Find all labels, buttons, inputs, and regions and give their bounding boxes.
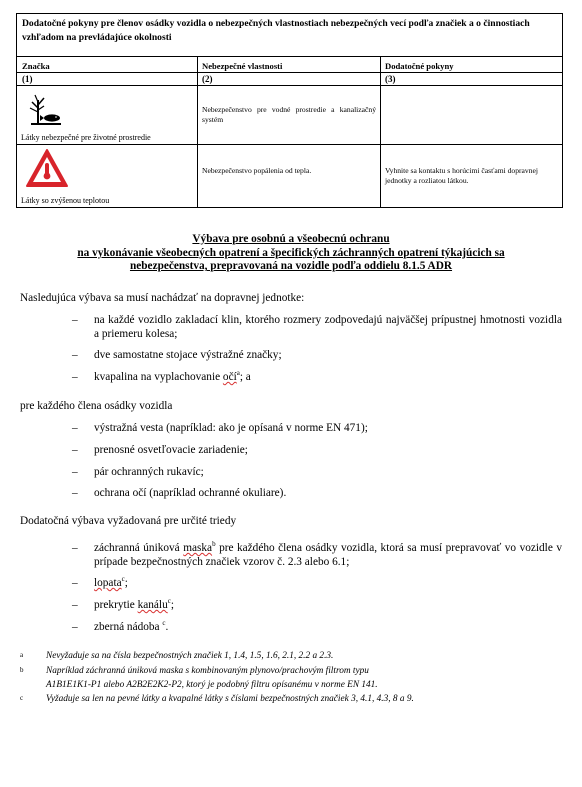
list-item: [72, 486, 287, 500]
footnote-text: Nevyžaduje sa na čísla bezpečnostných značiek 1, 1.4, 1.5, 1.6, 2.1, 2.2 a 2.3.: [46, 651, 334, 661]
table-header-row: [17, 57, 562, 73]
classes-intro: Dodatočná výbava vyžadovaná pre určité triedy: [20, 515, 237, 527]
list-item: [72, 443, 248, 457]
list-item: [72, 575, 128, 590]
list-item-text: ; a: [239, 371, 251, 383]
dash-marker: –: [72, 371, 78, 383]
heading-line: na vykonávanie všeobecných opatrení a špecifických záchranných opatrení týkajúcich sa: [77, 246, 505, 259]
hazard-instructions-table: [16, 13, 563, 208]
footnote-ref: c: [162, 619, 166, 628]
list-item-text: prekrytie: [94, 599, 138, 611]
list-item-text: pár ochranných rukavíc;: [94, 466, 204, 478]
sign-label: Látky nebezpečné pre životné prostredie: [21, 133, 151, 142]
list-item-text: na každé vozidlo zakladací klin, ktorého rozmery zodpovedajú najväčšej prípustnej hmotnosti vozidla a priemeru kolesa;: [94, 314, 562, 340]
list-item: [72, 421, 368, 435]
list-item-text: kvapalina na vyplachovanie: [94, 371, 223, 383]
footnote-text: Vyžaduje sa len na pevné látky a kvapalné látky s číslami bezpečnostných značiek 3, 4.1, 4.3, 8 a 9.: [46, 694, 414, 704]
footnote-ref: b: [212, 540, 216, 549]
table-number-row: [17, 73, 562, 86]
additional-instructions: Vyhnite sa kontaktu s horúcimi časťami dopravnej jednotky a rozliatou látkou.: [385, 166, 538, 185]
dash-marker: –: [72, 349, 78, 361]
crew-intro: pre každého člena osádky vozidla: [20, 400, 173, 412]
hazard-properties: Nebezpečenstvo popálenia od tepla.: [202, 166, 312, 175]
footnote-mark: a: [20, 651, 24, 659]
unit-intro: Nasledujúca výbava sa musí nachádzať na dopravnej jednotke:: [20, 292, 305, 304]
list-item-text: ochrana očí (napríklad ochranné okuliare).: [94, 487, 287, 499]
list-item-text: záchranná úniková: [94, 542, 184, 554]
footnote-ref: c: [121, 575, 125, 584]
header-sign: Značka: [22, 61, 50, 71]
footnote-text: Napríklad záchranná úniková maska s kombinovaným plynovo/prachovým filtrom typu: [46, 666, 369, 676]
list-item-text: ;: [124, 577, 128, 589]
dash-marker: –: [72, 422, 78, 434]
dash-marker: –: [72, 314, 78, 326]
section-heading: [20, 233, 562, 274]
table-row: [17, 145, 562, 207]
environmentally-hazardous-mark-icon: [26, 90, 66, 135]
list-item: [72, 348, 282, 362]
footnote-ref: c: [167, 597, 171, 606]
heading-line: nebezpečenstva, prepravovaná na vozidle podľa oddielu 8.1.5 ADR: [129, 260, 453, 272]
list-item: [72, 369, 251, 384]
list-item-text: ;: [170, 599, 174, 611]
dash-marker: –: [72, 444, 78, 456]
list-item-text: .: [165, 621, 169, 633]
table-title: Dodatočné pokyny pre členov osádky vozidla o nebezpečných vlastnostiach nebezpečných vecí podľa značiek a o činnostiach vzhľadom na prevládajúce okolnosti: [22, 18, 530, 43]
list-item-text: pre každého člena osádky vozidla, ktorá sa musí prepravovať vo vozidle v prípade bezpečnostných značiek vzorov č. 2.3 alebo 6.1;: [94, 542, 562, 568]
column-number-3: (3): [385, 74, 396, 84]
footnote-ref: a: [236, 369, 240, 378]
footnote-text: A1B1E1K1-P1 alebo A2B2E2K2-P2, ktorý je podobný filtru opísanému v norme EN 141.: [46, 680, 378, 690]
header-properties: Nebezpečné vlastnosti: [202, 61, 283, 71]
list-item: [72, 465, 204, 479]
column-number-2: (2): [202, 74, 213, 84]
dash-marker: –: [72, 621, 78, 633]
list-item-text: lopata: [94, 577, 122, 589]
dash-marker: –: [72, 487, 78, 499]
list-item: [72, 619, 169, 634]
footnote-mark: c: [20, 694, 24, 702]
table-row: [17, 86, 562, 145]
list-item-text: výstražná vesta (napríklad: ako je opísaná v norme EN 471);: [94, 422, 368, 434]
hazard-properties: Nebezpečenstvo pre vodné prostredie a kanalizačný systém: [202, 105, 376, 124]
dash-marker: –: [72, 599, 78, 611]
list-item-text: maska: [183, 542, 213, 554]
list-item-text: dve samostatne stojace výstražné značky;: [94, 349, 282, 361]
elevated-temperature-triangle-icon: [25, 148, 69, 193]
list-item-text: očí: [222, 371, 237, 383]
list-item-text: kanálu: [137, 599, 168, 611]
column-number-1: (1): [22, 74, 33, 84]
sign-label: Látky so zvýšenou teplotou: [21, 196, 110, 205]
header-instructions: Dodatočné pokyny: [385, 61, 454, 71]
list-item: [72, 313, 562, 340]
list-item: [72, 597, 174, 612]
heading-line: Výbava pre osobnú a všeobecnú ochranu: [192, 233, 390, 245]
dash-marker: –: [72, 577, 78, 589]
list-item-text: zberná nádoba: [94, 621, 163, 633]
dash-marker: –: [72, 466, 78, 478]
list-item: [72, 540, 562, 568]
footnote-mark: b: [20, 666, 24, 674]
list-item-text: prenosné osvetľovacie zariadenie;: [94, 444, 248, 456]
dash-marker: –: [72, 542, 78, 554]
table-title-row: [17, 14, 562, 57]
